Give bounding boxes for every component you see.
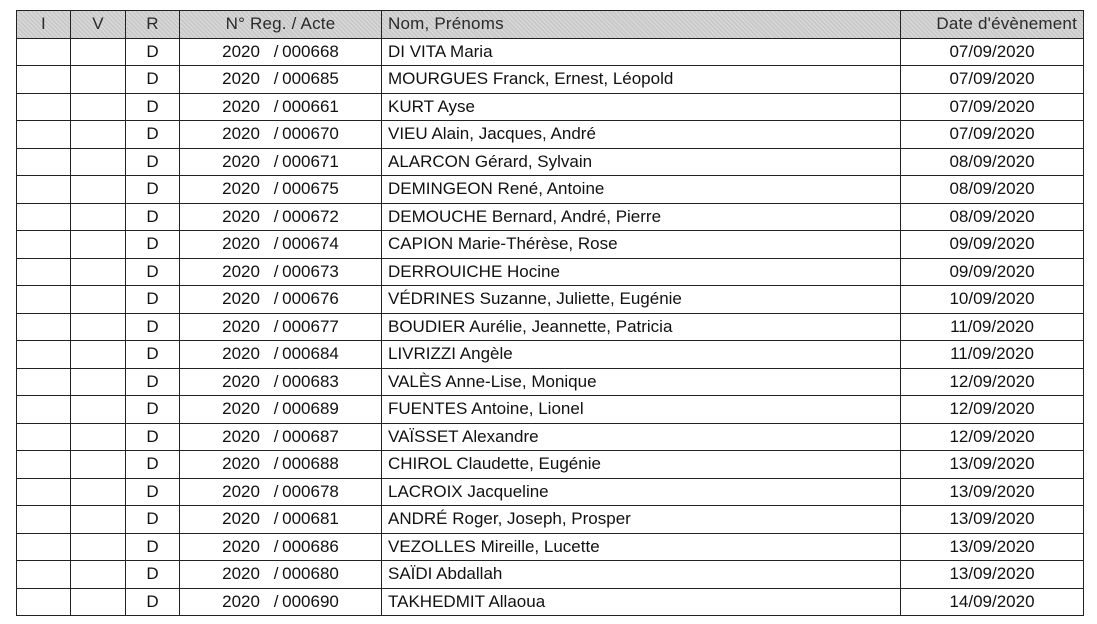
cell-name: VÉDRINES Suzanne, Juliette, Eugénie	[382, 286, 901, 314]
cell-r: D	[126, 38, 180, 66]
cell-name: CAPION Marie-Thérèse, Rose	[382, 231, 901, 259]
cell-reg	[180, 258, 382, 286]
cell-v	[71, 533, 126, 561]
table-row	[17, 258, 1084, 286]
cell-name: DEMINGEON René, Antoine	[382, 176, 901, 204]
cell-date: 11/09/2020	[901, 341, 1084, 369]
cell-v	[71, 368, 126, 396]
cell-v	[71, 176, 126, 204]
table-row	[17, 148, 1084, 176]
reg-acte-number: 000675	[282, 179, 339, 199]
reg-acte-number: 000673	[282, 261, 339, 281]
reg-separator: /	[273, 151, 279, 171]
column-header-r: R	[126, 11, 180, 39]
cell-date: 09/09/2020	[901, 231, 1084, 259]
reg-acte-number: 000688	[282, 454, 339, 474]
cell-date: 07/09/2020	[901, 66, 1084, 94]
reg-separator: /	[273, 316, 279, 336]
reg-acte-number: 000684	[282, 344, 339, 364]
cell-date: 12/09/2020	[901, 368, 1084, 396]
cell-v	[71, 313, 126, 341]
reg-year: 2020	[222, 509, 260, 529]
cell-date: 10/09/2020	[901, 286, 1084, 314]
cell-date: 07/09/2020	[901, 93, 1084, 121]
cell-i	[17, 451, 71, 479]
reg-year: 2020	[222, 564, 260, 584]
reg-separator: /	[273, 261, 279, 281]
cell-r: D	[126, 341, 180, 369]
cell-r: D	[126, 203, 180, 231]
reg-acte-number: 000661	[282, 96, 339, 116]
table-row	[17, 533, 1084, 561]
column-header-reg: N° Reg. / Acte	[180, 11, 382, 39]
cell-reg	[180, 423, 382, 451]
cell-r: D	[126, 533, 180, 561]
cell-r: D	[126, 93, 180, 121]
reg-year: 2020	[222, 41, 260, 61]
table-row	[17, 313, 1084, 341]
reg-separator: /	[273, 481, 279, 501]
table-row	[17, 451, 1084, 479]
reg-year: 2020	[222, 426, 260, 446]
cell-i	[17, 533, 71, 561]
cell-name: BOUDIER Aurélie, Jeannette, Patricia	[382, 313, 901, 341]
reg-year: 2020	[222, 316, 260, 336]
reg-acte-number: 000680	[282, 564, 339, 584]
cell-reg	[180, 286, 382, 314]
cell-name: VIEU Alain, Jacques, André	[382, 121, 901, 149]
reg-year: 2020	[222, 96, 260, 116]
cell-date: 07/09/2020	[901, 38, 1084, 66]
cell-v	[71, 341, 126, 369]
cell-r: D	[126, 396, 180, 424]
column-header-name: Nom, Prénoms	[382, 11, 901, 39]
cell-i	[17, 341, 71, 369]
cell-name: LIVRIZZI Angèle	[382, 341, 901, 369]
table-row	[17, 231, 1084, 259]
register-sheet	[16, 10, 1084, 616]
cell-name: VAÏSSET Alexandre	[382, 423, 901, 451]
reg-year: 2020	[222, 454, 260, 474]
cell-r: D	[126, 368, 180, 396]
cell-reg	[180, 203, 382, 231]
table-row	[17, 506, 1084, 534]
cell-reg	[180, 561, 382, 589]
table-row	[17, 121, 1084, 149]
cell-name: MOURGUES Franck, Ernest, Léopold	[382, 66, 901, 94]
cell-reg	[180, 478, 382, 506]
table-row	[17, 176, 1084, 204]
cell-i	[17, 203, 71, 231]
cell-date: 13/09/2020	[901, 561, 1084, 589]
reg-separator: /	[273, 536, 279, 556]
cell-name: VEZOLLES Mireille, Lucette	[382, 533, 901, 561]
reg-year: 2020	[222, 69, 260, 89]
reg-year: 2020	[222, 234, 260, 254]
reg-acte-number: 000685	[282, 69, 339, 89]
cell-v	[71, 423, 126, 451]
cell-name: CHIROL Claudette, Eugénie	[382, 451, 901, 479]
cell-date: 12/09/2020	[901, 396, 1084, 424]
cell-date: 13/09/2020	[901, 478, 1084, 506]
reg-separator: /	[273, 454, 279, 474]
cell-v	[71, 478, 126, 506]
cell-v	[71, 203, 126, 231]
cell-date: 11/09/2020	[901, 313, 1084, 341]
reg-separator: /	[273, 564, 279, 584]
cell-v	[71, 66, 126, 94]
cell-v	[71, 38, 126, 66]
cell-name: DEMOUCHE Bernard, André, Pierre	[382, 203, 901, 231]
cell-r: D	[126, 313, 180, 341]
table-row	[17, 561, 1084, 589]
cell-v	[71, 561, 126, 589]
cell-date: 13/09/2020	[901, 506, 1084, 534]
cell-r: D	[126, 148, 180, 176]
cell-v	[71, 231, 126, 259]
reg-year: 2020	[222, 536, 260, 556]
cell-date: 07/09/2020	[901, 121, 1084, 149]
reg-separator: /	[273, 206, 279, 226]
cell-name: SAÏDI Abdallah	[382, 561, 901, 589]
cell-v	[71, 506, 126, 534]
cell-name: DI VITA Maria	[382, 38, 901, 66]
cell-i	[17, 478, 71, 506]
reg-year: 2020	[222, 591, 260, 611]
reg-year: 2020	[222, 344, 260, 364]
table-row	[17, 368, 1084, 396]
cell-name: TAKHEDMIT Allaoua	[382, 588, 901, 616]
reg-year: 2020	[222, 124, 260, 144]
cell-i	[17, 66, 71, 94]
cell-r: D	[126, 176, 180, 204]
reg-year: 2020	[222, 399, 260, 419]
cell-reg	[180, 93, 382, 121]
register-table	[16, 10, 1084, 616]
cell-i	[17, 561, 71, 589]
cell-name: FUENTES Antoine, Lionel	[382, 396, 901, 424]
cell-reg	[180, 451, 382, 479]
reg-separator: /	[273, 69, 279, 89]
reg-separator: /	[273, 591, 279, 611]
cell-i	[17, 38, 71, 66]
cell-i	[17, 368, 71, 396]
cell-i	[17, 148, 71, 176]
cell-name: ALARCON Gérard, Sylvain	[382, 148, 901, 176]
reg-acte-number: 000683	[282, 371, 339, 391]
cell-reg	[180, 533, 382, 561]
cell-date: 08/09/2020	[901, 176, 1084, 204]
column-header-date: Date d'évènement	[901, 11, 1084, 39]
reg-acte-number: 000672	[282, 206, 339, 226]
reg-acte-number: 000676	[282, 289, 339, 309]
cell-r: D	[126, 423, 180, 451]
cell-date: 08/09/2020	[901, 148, 1084, 176]
cell-v	[71, 258, 126, 286]
cell-i	[17, 423, 71, 451]
cell-v	[71, 121, 126, 149]
reg-acte-number: 000690	[282, 591, 339, 611]
reg-year: 2020	[222, 371, 260, 391]
cell-v	[71, 93, 126, 121]
cell-v	[71, 286, 126, 314]
cell-r: D	[126, 506, 180, 534]
cell-date: 09/09/2020	[901, 258, 1084, 286]
cell-r: D	[126, 561, 180, 589]
cell-date: 08/09/2020	[901, 203, 1084, 231]
table-row	[17, 93, 1084, 121]
reg-year: 2020	[222, 179, 260, 199]
cell-name: KURT Ayse	[382, 93, 901, 121]
reg-separator: /	[273, 371, 279, 391]
cell-r: D	[126, 451, 180, 479]
cell-r: D	[126, 66, 180, 94]
reg-separator: /	[273, 399, 279, 419]
reg-acte-number: 000668	[282, 41, 339, 61]
reg-acte-number: 000681	[282, 509, 339, 529]
reg-acte-number: 000670	[282, 124, 339, 144]
reg-year: 2020	[222, 481, 260, 501]
reg-separator: /	[273, 289, 279, 309]
reg-separator: /	[273, 124, 279, 144]
cell-name: DERROUICHE Hocine	[382, 258, 901, 286]
cell-i	[17, 506, 71, 534]
column-header-v: V	[71, 11, 126, 39]
cell-date: 12/09/2020	[901, 423, 1084, 451]
reg-acte-number: 000674	[282, 234, 339, 254]
cell-r: D	[126, 286, 180, 314]
table-row	[17, 423, 1084, 451]
cell-v	[71, 396, 126, 424]
table-row	[17, 396, 1084, 424]
cell-i	[17, 258, 71, 286]
cell-v	[71, 451, 126, 479]
cell-reg	[180, 66, 382, 94]
cell-v	[71, 148, 126, 176]
table-row	[17, 478, 1084, 506]
cell-name: VALÈS Anne-Lise, Monique	[382, 368, 901, 396]
cell-i	[17, 396, 71, 424]
cell-reg	[180, 588, 382, 616]
reg-acte-number: 000689	[282, 399, 339, 419]
cell-i	[17, 121, 71, 149]
cell-r: D	[126, 121, 180, 149]
header-row	[17, 11, 1084, 39]
cell-i	[17, 231, 71, 259]
reg-separator: /	[273, 179, 279, 199]
cell-date: 13/09/2020	[901, 451, 1084, 479]
column-header-i: I	[17, 11, 71, 39]
cell-name: ANDRÉ Roger, Joseph, Prosper	[382, 506, 901, 534]
reg-acte-number: 000671	[282, 151, 339, 171]
cell-i	[17, 286, 71, 314]
table-row	[17, 38, 1084, 66]
reg-separator: /	[273, 509, 279, 529]
cell-date: 14/09/2020	[901, 588, 1084, 616]
cell-name: LACROIX Jacqueline	[382, 478, 901, 506]
cell-reg	[180, 148, 382, 176]
cell-reg	[180, 231, 382, 259]
reg-year: 2020	[222, 206, 260, 226]
cell-reg	[180, 506, 382, 534]
table-row	[17, 588, 1084, 616]
cell-reg	[180, 396, 382, 424]
cell-i	[17, 588, 71, 616]
reg-year: 2020	[222, 151, 260, 171]
table-row	[17, 203, 1084, 231]
reg-year: 2020	[222, 261, 260, 281]
table-row	[17, 66, 1084, 94]
cell-date: 13/09/2020	[901, 533, 1084, 561]
reg-separator: /	[273, 344, 279, 364]
reg-year: 2020	[222, 289, 260, 309]
cell-reg	[180, 176, 382, 204]
reg-separator: /	[273, 96, 279, 116]
cell-reg	[180, 38, 382, 66]
reg-separator: /	[273, 234, 279, 254]
cell-v	[71, 588, 126, 616]
cell-i	[17, 176, 71, 204]
cell-r: D	[126, 478, 180, 506]
reg-acte-number: 000686	[282, 536, 339, 556]
cell-i	[17, 313, 71, 341]
table-row	[17, 286, 1084, 314]
cell-reg	[180, 368, 382, 396]
reg-acte-number: 000687	[282, 426, 339, 446]
table-row	[17, 341, 1084, 369]
cell-r: D	[126, 258, 180, 286]
cell-reg	[180, 341, 382, 369]
cell-r: D	[126, 231, 180, 259]
reg-separator: /	[273, 426, 279, 446]
cell-i	[17, 93, 71, 121]
cell-reg	[180, 313, 382, 341]
cell-r: D	[126, 588, 180, 616]
reg-separator: /	[273, 41, 279, 61]
cell-reg	[180, 121, 382, 149]
reg-acte-number: 000677	[282, 316, 339, 336]
reg-acte-number: 000678	[282, 481, 339, 501]
